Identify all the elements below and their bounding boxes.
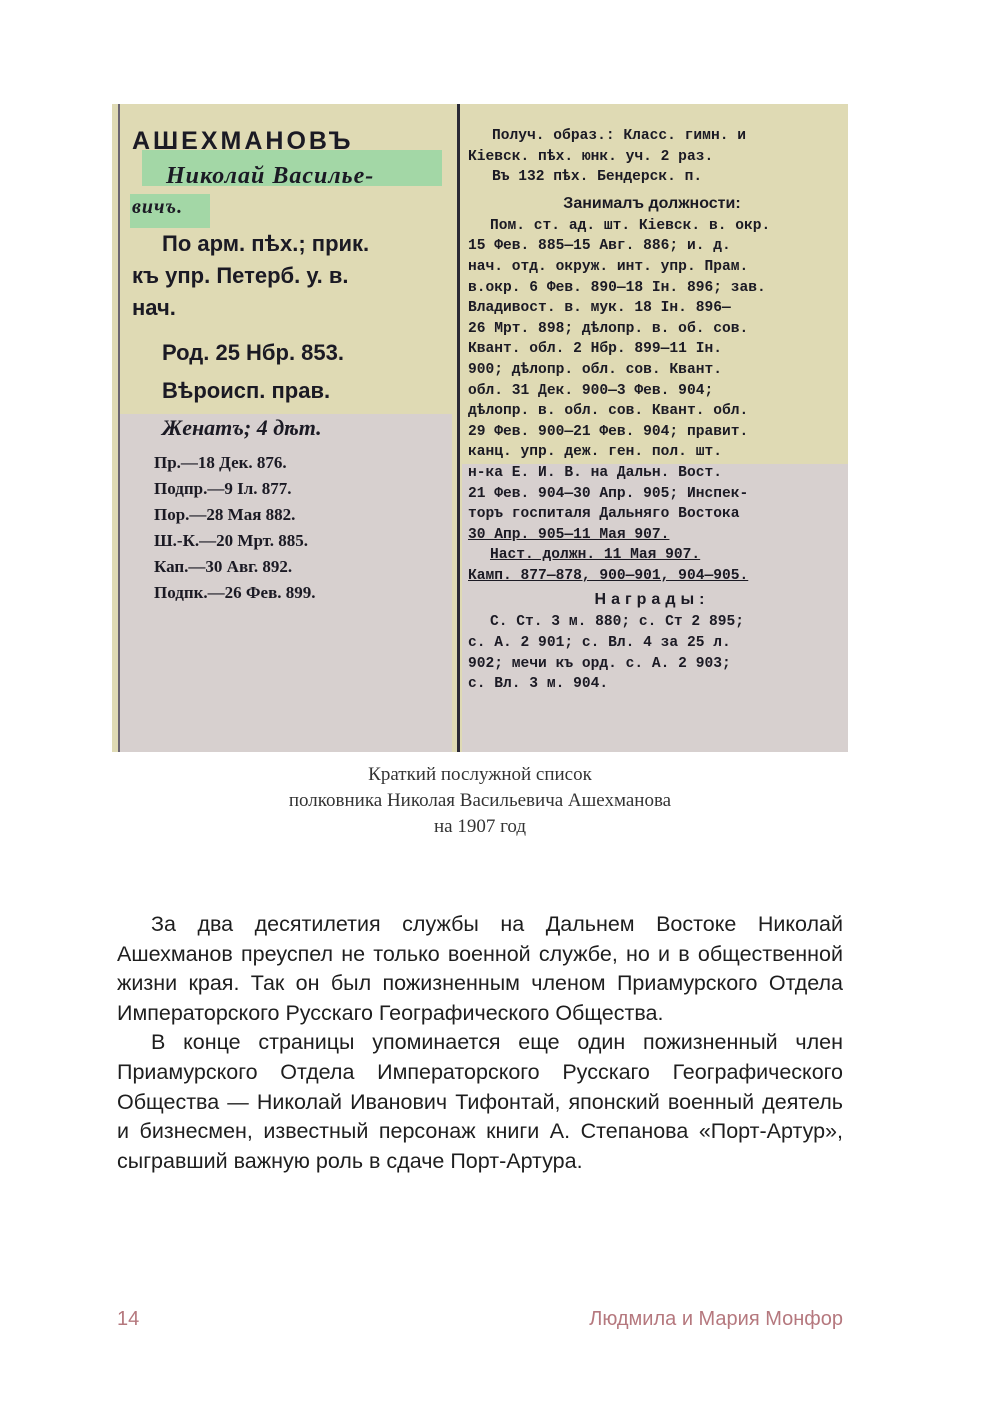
record-rank: Ш.-К.—20 Мрт. 885. xyxy=(154,531,309,550)
record-position-line: 29 Фев. 900—21 Фев. 904; правит. xyxy=(468,423,749,440)
record-position-line: в.окр. 6 Фев. 890—18 Ін. 896; зав. xyxy=(468,279,766,296)
image-caption xyxy=(112,762,848,840)
record-awards-heading: Награды: xyxy=(594,591,710,609)
record-right-column xyxy=(468,126,836,695)
record-position-line: канц. упр. деж. ген. пол. шт. xyxy=(468,444,722,461)
record-service-line: къ упр. Петерб. у. в. xyxy=(132,263,349,288)
record-education-line: Въ 132 пѣх. Бендерск. п. xyxy=(492,169,703,186)
record-position-line: 26 Мрт. 898; дѣлопр. в. об. сов. xyxy=(468,320,749,337)
page-number: 14 xyxy=(117,1308,140,1330)
record-award-line: с. А. 2 901; с. Вл. 4 за 25 л. xyxy=(468,635,731,652)
left-rule xyxy=(118,104,120,752)
record-rank: Кап.—30 Авг. 892. xyxy=(154,557,293,576)
record-service-line: нач. xyxy=(132,295,176,320)
record-position-line: 900; дѣлопр. обл. сов. Квант. xyxy=(468,361,722,378)
paragraph: За два десятилетия службы на Дальнем Востоке Николай Ашехманов преуспел не только военной службе, но и в общественной жизни края. Так он был пожизненным членом Приамурского Отдела Императорского Русскаго Географического Общества. xyxy=(117,912,843,1025)
record-education-line: Кіевск. пѣх. юнк. уч. 2 раз. xyxy=(468,148,714,165)
record-religion: Вѣроисп. прав. xyxy=(162,378,331,403)
record-service-line: По арм. пѣх.; прик. xyxy=(162,231,370,256)
record-born: Род. 25 Нбр. 853. xyxy=(162,340,345,365)
record-position-line: н-ка Е. И. В. на Дальн. Вост. xyxy=(468,464,722,481)
record-rank: Пор.—28 Мая 882. xyxy=(154,505,296,524)
record-position-line: 30 Апр. 905—11 Мая 907. xyxy=(468,526,670,543)
paragraph: В конце страницы упоминается еще один пожизненный член Приамурского Отдела Императорского Русскаго Географического Общества — Николай Иванович Тифонтай, японский военный деятель и бизнесмен, известный персонаж книги А. Степанова «Порт-Артур», сыгравший важную роль в сдаче Порт-Артура. xyxy=(117,1030,843,1173)
record-family: Женатъ; 4 дѣт. xyxy=(162,415,322,440)
record-left-column xyxy=(132,124,444,606)
record-surname: АШЕХМАНОВЪ xyxy=(132,127,354,155)
record-position-line: 21 Фев. 904—30 Апр. 905; Инспек- xyxy=(468,485,749,502)
record-current-position: Наст. должн. 11 Мая 907. xyxy=(490,547,701,564)
record-award-line: с. Вл. 3 м. 904. xyxy=(468,676,609,693)
record-position-line: 15 Фев. 885—15 Авг. 886; и. д. xyxy=(468,238,731,255)
record-position-line: Квант. обл. 2 Нбр. 899—11 Ін. xyxy=(468,341,722,358)
running-footer-author: Людмила и Мария Монфор xyxy=(589,1308,843,1330)
caption-line: Краткий послужной список xyxy=(368,764,592,785)
main-text xyxy=(117,910,843,1176)
record-position-line: нач. отд. окруж. инт. упр. Прам. xyxy=(468,258,749,275)
service-record-image xyxy=(112,104,848,752)
record-education-line: Получ. образ.: Класс. гимн. и xyxy=(492,128,746,144)
record-name-line1: Николай Василье- xyxy=(166,163,375,189)
record-rank: Пр.—18 Дек. 876. xyxy=(154,453,287,472)
record-position-line: Пом. ст. ад. шт. Кіевск. в. окр. xyxy=(490,217,771,234)
record-campaigns: Камп. 877—878, 900—901, 904—905. xyxy=(468,567,749,584)
caption-line: на 1907 год xyxy=(433,816,527,837)
record-position-line: обл. 31 Дек. 900—3 Фев. 904; xyxy=(468,382,714,399)
column-rule xyxy=(457,104,460,752)
record-rank: Подпр.—9 Іл. 877. xyxy=(154,479,292,498)
record-position-line: Владивост. в. мук. 18 Ін. 896— xyxy=(468,300,731,317)
record-position-line: торъ госпиталя Дальняго Востока xyxy=(468,506,740,523)
record-award-line: С. Ст. 3 м. 880; с. Ст 2 895; xyxy=(490,614,744,631)
record-position-line: дѣлопр. в. обл. сов. Квант. обл. xyxy=(468,403,749,420)
caption-line: полковника Николая Васильевича Ашехманова xyxy=(288,790,672,811)
record-positions-heading: Занималъ должности: xyxy=(563,194,741,212)
record-rank: Подпк.—26 Фев. 899. xyxy=(154,583,316,602)
record-name-line2: вичъ. xyxy=(132,196,184,218)
record-award-line: 902; мечи къ орд. с. А. 2 903; xyxy=(468,655,731,672)
